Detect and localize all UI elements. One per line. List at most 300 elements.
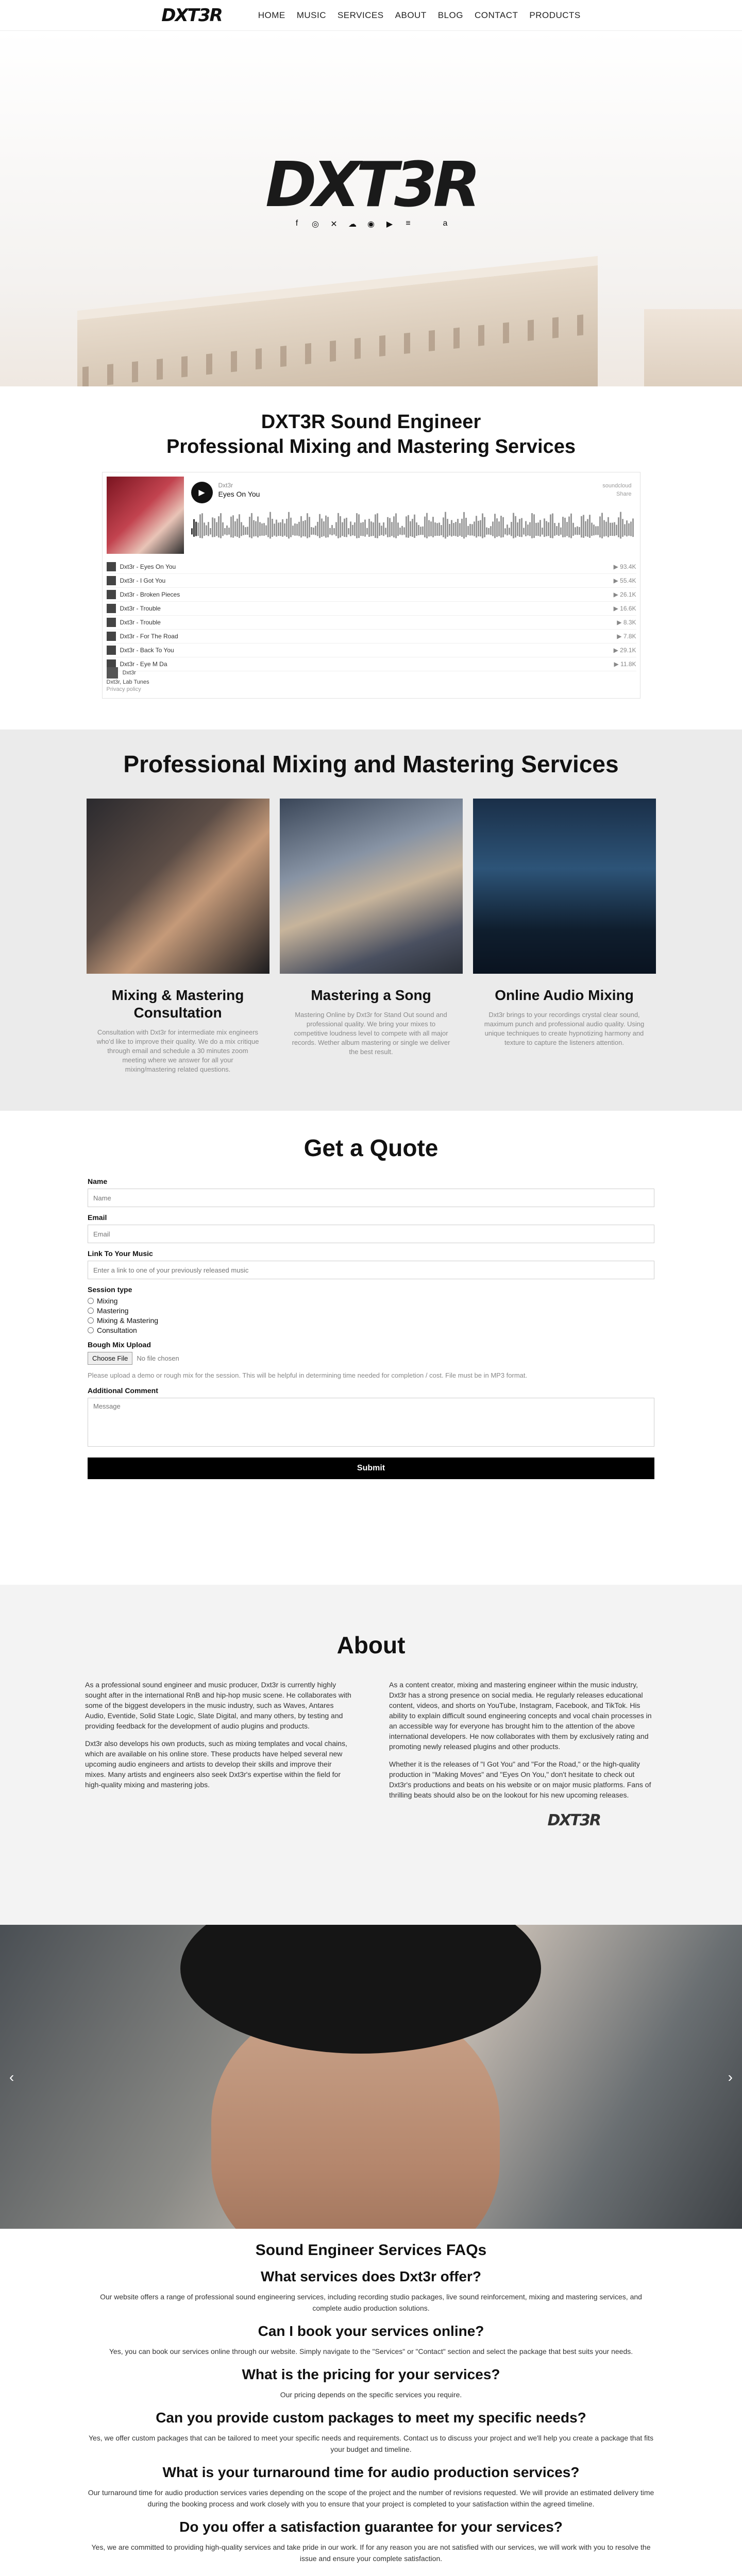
faq-section	[0, 2229, 742, 2576]
waveform-bar	[430, 521, 432, 536]
intro-title-line2: Professional Mixing and Mastering Services	[166, 436, 576, 457]
youtube-icon[interactable]: ▶	[386, 220, 393, 229]
waveform-bar	[197, 522, 199, 536]
waveform-bar	[441, 525, 442, 535]
waveform-bar	[632, 518, 634, 537]
service-card-text: Mastering Online by Dxt3r for Stand Out sound and professional quality. We bring your mixes to competitive loudness level to compete with all major records. Wether album mastering or single we deliver the best result.	[292, 1011, 450, 1056]
waveform-bar	[494, 514, 496, 538]
intro-title	[0, 410, 742, 459]
waveform-bar	[321, 518, 323, 537]
waveform-bar	[591, 522, 593, 536]
waveform-bar	[539, 520, 541, 536]
waveform-bar	[280, 522, 281, 536]
waveform-bar	[474, 521, 475, 536]
waveform-bar	[577, 527, 578, 535]
waveform-bar	[426, 513, 428, 538]
track-row[interactable]	[107, 588, 636, 602]
service-card-text: Consultation with Dxt3r for intermediate mix engineers who'd like to improve their quality. We do a mix critique through email and schedule a 30 minutes zoom meeting where we answer for all your mixing/mastering related questions.	[96, 1028, 259, 1073]
waveform-bar	[385, 528, 386, 534]
waveform-bar	[307, 513, 308, 538]
waveform-bar	[486, 528, 487, 535]
waveform-bar	[482, 513, 483, 538]
track-name: Dxt3r - For The Road	[120, 633, 178, 640]
waveform-bar	[204, 522, 205, 536]
faq-title: Sound Engineer Services FAQs	[255, 2242, 487, 2259]
waveform-bar	[309, 517, 310, 537]
waveform-bar	[610, 523, 611, 536]
deezer-icon[interactable]: ≡	[406, 219, 411, 228]
intro-title-line1: DXT3R Sound Engineer	[261, 411, 481, 433]
quote-title: Get a Quote	[303, 1134, 439, 1161]
waveform-bar	[362, 522, 364, 536]
waveform-bar	[288, 512, 290, 539]
waveform-bar	[199, 514, 201, 538]
waveform-bar	[195, 522, 197, 536]
quote-section	[0, 1111, 742, 1585]
waveform-bar	[568, 517, 570, 538]
waveform-bar	[245, 527, 246, 535]
waveform-bar	[387, 517, 389, 537]
waveform-bar	[364, 520, 366, 537]
waveform-bar	[329, 528, 331, 535]
waveform-bar	[290, 518, 292, 537]
waveform-bar	[300, 516, 302, 537]
waveform-bar	[523, 528, 525, 535]
mixing-console-photo	[280, 799, 463, 974]
track-row[interactable]	[107, 616, 636, 630]
waveform-bar	[383, 522, 384, 536]
faq-answer: Yes, we are committed to providing high-quality services and take pride in our work. If for any reason you are not satisfied with our services, we will work with you to resolve the issue and ensure your complete satisfaction.	[91, 2543, 651, 2563]
waveform-bar	[459, 523, 461, 536]
waveform-bar	[237, 519, 238, 537]
nav-contact[interactable]: CONTACT	[474, 10, 518, 20]
waveform-bar	[436, 523, 438, 536]
waveform-bar	[399, 528, 401, 535]
radio-label: Mastering	[97, 1307, 129, 1315]
waveform-bar	[467, 526, 469, 535]
waveform-bar	[401, 526, 403, 535]
about-columns	[85, 1680, 657, 1829]
service-card-title: Online Audio Mixing	[495, 987, 634, 1003]
radio-circle-icon[interactable]	[88, 1298, 94, 1304]
twitter-icon[interactable]: ✕	[330, 220, 338, 229]
waveform-bar	[358, 514, 360, 538]
name-label: Name	[88, 1177, 108, 1185]
waveform-bar	[220, 513, 222, 538]
track-plays: ▶ 7.8K	[617, 633, 636, 640]
session-radio-mixing-mastering[interactable]	[88, 1316, 654, 1325]
waveform-bar	[608, 517, 609, 537]
upload-hint: Please upload a demo or rough mix for the session. This will be helpful in determining time needed for completion / cost. File must be in MP3 format.	[88, 1371, 528, 1379]
waveform-bar	[346, 518, 347, 537]
about-paragraph: As a professional sound engineer and music producer, Dxt3r is currently highly sought after in the international RnB and hip-hop music scene. He collaborates with some of the biggest developers in the music industry, such as Waves, Antares Audio, Eventide, Solid State Logic, Slate Digital, and many others, by testing and providing feedback for the development of audio plugins and products.	[85, 1681, 351, 1730]
file-status: No file chosen	[137, 1354, 179, 1362]
waveform-bar	[206, 526, 207, 535]
waveform-bar	[432, 517, 434, 537]
waveform-bar	[471, 524, 473, 535]
waveform-bar	[263, 523, 265, 536]
track-thumbnail	[107, 562, 116, 571]
waveform-bar	[498, 521, 500, 536]
radio-label: Mixing & Mastering	[97, 1316, 159, 1325]
service-card-mixing	[473, 799, 656, 1074]
nav-services[interactable]: SERVICES	[337, 10, 384, 20]
soundcloud-player	[102, 472, 640, 699]
waveform-bar	[406, 516, 407, 537]
waveform-bar	[605, 522, 607, 536]
track-name: Dxt3r - Trouble	[120, 619, 161, 626]
nav-blog[interactable]: BLOG	[437, 10, 463, 20]
waveform-bar	[315, 526, 316, 535]
waveform-bar	[443, 517, 444, 537]
amazon-icon[interactable]: a	[443, 219, 448, 228]
play-button[interactable]: ▶	[191, 482, 213, 503]
soundcloud-icon[interactable]: ☁	[348, 220, 357, 229]
waveform-bar	[445, 512, 446, 539]
waveform-bar	[595, 526, 597, 535]
waveform-bar	[251, 513, 252, 538]
waveform-bar	[249, 517, 250, 537]
waveform-bar	[247, 527, 248, 535]
faq-question: What is the pricing for your services?	[242, 2366, 500, 2382]
waveform-bar	[323, 521, 325, 536]
waveform-bar	[212, 517, 213, 537]
service-card-mastering	[280, 799, 463, 1074]
waveform-bar	[331, 525, 333, 535]
photo-slider	[0, 1925, 742, 2229]
footer-avatar	[107, 667, 118, 679]
waveform-bar	[612, 523, 613, 536]
service-card-text: Dxt3r brings to your recordings crystal clear sound, maximum punch and professional audio quality. Using unique techniques to create hypnotizing harmony and texture to capture the listeners attention.	[484, 1011, 645, 1046]
waveform-bar	[269, 512, 271, 539]
submit-button[interactable]: Submit	[88, 1458, 654, 1479]
track-name: Dxt3r - I Got You	[120, 577, 166, 584]
track-name: Dxt3r - Back To You	[120, 647, 174, 654]
waveform-bar	[311, 527, 312, 535]
waveform-bar	[550, 514, 551, 538]
waveform-bar	[276, 520, 277, 537]
track-row[interactable]	[107, 602, 636, 616]
waveform-bar	[455, 522, 457, 536]
waveform-bar	[548, 522, 549, 536]
service-card-consultation	[87, 799, 269, 1074]
waveform-bar	[428, 520, 430, 537]
waveform-bar	[302, 521, 304, 536]
waveform-bar	[403, 528, 405, 535]
waveform-bar	[253, 520, 255, 537]
waveform-bar	[601, 513, 603, 538]
waveform-bar	[554, 523, 555, 536]
track-row[interactable]	[107, 574, 636, 588]
waveform-bar	[348, 528, 349, 534]
music-link-input[interactable]	[88, 1261, 654, 1279]
waveform-bar	[593, 524, 595, 535]
service-cards	[0, 799, 742, 1074]
album-art	[107, 477, 184, 554]
email-label: Email	[88, 1213, 107, 1222]
share-button[interactable]: Share	[616, 491, 632, 497]
waveform-bar	[552, 514, 553, 538]
waveform-bar	[274, 523, 275, 535]
waveform-bar	[603, 520, 605, 537]
waveform-bar	[391, 522, 393, 536]
waveform-bar	[191, 528, 193, 534]
waveform-bar	[614, 522, 615, 536]
waveform-bar	[222, 522, 224, 536]
comment-textarea[interactable]	[88, 1398, 654, 1447]
player-footer	[107, 667, 149, 693]
faq-question: What services does Dxt3r offer?	[261, 2268, 481, 2284]
apple-icon[interactable]	[422, 219, 431, 229]
waveform-bar	[255, 521, 257, 536]
waveform-bar	[439, 522, 440, 536]
waveform-bar	[630, 521, 632, 536]
waveform-bar	[480, 520, 481, 537]
player-track-title[interactable]: Eyes On You	[218, 490, 260, 498]
waveform-bar	[393, 516, 395, 537]
waveform-bar	[352, 525, 353, 535]
waveform-bar	[313, 528, 314, 535]
faq-answer: Yes, we offer custom packages that can be tailored to meet your specific needs and requirements. Contact us to discuss your project and we'll help you create a package that fits your budget and timeline.	[88, 2434, 654, 2453]
waveform-bar	[224, 528, 226, 535]
waveform-bar	[344, 519, 345, 537]
waveform-bar	[226, 526, 228, 535]
spotify-icon[interactable]: ◉	[367, 220, 375, 229]
waveform-bar	[616, 525, 617, 536]
waveform-bar	[434, 522, 436, 536]
portrait-beanie	[180, 1925, 541, 2054]
upload-label: Bough Mix Upload	[88, 1341, 151, 1349]
player-footer-label[interactable]: Dxt3r, Lab Tunes	[106, 679, 149, 685]
waveform-bar	[259, 522, 261, 536]
waveform-bar	[267, 518, 269, 537]
track-name: Dxt3r - Eye M Da	[120, 660, 167, 668]
track-list	[107, 560, 636, 671]
instagram-icon[interactable]: ◎	[312, 220, 319, 229]
track-row[interactable]	[107, 657, 636, 671]
waveform-bar	[333, 528, 335, 534]
waveform-bar	[618, 517, 619, 537]
waveform[interactable]	[191, 510, 634, 546]
faq-answer: Our turnaround time for audio production services varies depending on the scope of the project and the number of revisions requested. We will provide an estimated delivery time during the booking process and work closely with you to ensure that your project is completed to your satisfaction within the agreed timeline.	[88, 2488, 654, 2508]
waveform-bar	[208, 522, 209, 536]
waveform-bar	[626, 520, 628, 536]
track-thumbnail	[107, 646, 116, 655]
faq-answer: Yes, you can book our services online through our website. Simply navigate to the "Services" or "Contact" section and select the package that best suits your needs.	[109, 2347, 633, 2355]
about-title: About	[336, 1632, 406, 1658]
waveform-bar	[218, 516, 220, 537]
nav-products[interactable]: PRODUCTS	[529, 10, 581, 20]
track-row[interactable]	[107, 560, 636, 574]
waveform-bar	[241, 522, 242, 536]
slider-prev-icon[interactable]: ‹	[9, 2069, 14, 2085]
waveform-bar	[214, 518, 215, 537]
player-footer-artist[interactable]: Dxt3r	[122, 669, 136, 676]
about-signature-logo: DXT3R	[547, 1811, 600, 1829]
waveform-bar	[325, 516, 327, 538]
waveform-bar	[490, 526, 492, 535]
waveform-bar	[319, 514, 321, 538]
waveform-bar	[531, 513, 533, 538]
waveform-bar	[502, 517, 504, 537]
waveform-bar	[354, 522, 356, 536]
waveform-bar	[356, 513, 358, 538]
waveform-bar	[416, 522, 417, 536]
about-paragraph: Dxt3r also develops his own products, such as mixing templates and vocal chains, which are available on his online store. These products have helped several new upcoming audio engineers and artists to develop their skills and improve their mixes. Many artists and engineers also seek Dxt3r's expertise within the field for high-quality mixing and mastering jobs.	[85, 1739, 347, 1789]
radio-label: Consultation	[97, 1326, 137, 1334]
waveform-bar	[412, 519, 413, 537]
waveform-bar	[408, 515, 409, 538]
waveform-bar	[360, 523, 362, 536]
track-row[interactable]	[107, 630, 636, 643]
waveform-bar	[507, 524, 508, 535]
waveform-bar	[492, 521, 494, 536]
waveform-bar	[284, 523, 285, 536]
faq-answer: Our pricing depends on the specific services you require.	[280, 2391, 462, 2399]
session-radio-consultation[interactable]	[88, 1326, 654, 1334]
waveform-bar	[500, 516, 502, 537]
waveform-bar	[581, 516, 582, 537]
waveform-bar	[373, 522, 374, 536]
faq-question: Do you offer a satisfaction guarantee for your services?	[179, 2519, 563, 2535]
hero-banner	[0, 31, 742, 386]
player-artist[interactable]: Dxt3r	[218, 482, 233, 489]
waveform-bar	[232, 515, 234, 538]
radio-circle-icon[interactable]	[88, 1327, 94, 1333]
session-radio-mixing[interactable]	[88, 1297, 654, 1305]
waveform-bar	[201, 513, 203, 538]
main-nav	[258, 10, 581, 21]
waveform-bar	[350, 521, 351, 536]
site-header	[0, 0, 742, 31]
file-upload	[88, 1352, 654, 1365]
waveform-bar	[451, 520, 452, 536]
hero-logo: DXT3R	[265, 149, 477, 221]
waveform-bar	[292, 526, 294, 535]
soundcloud-logo[interactable]: soundcloud	[602, 483, 632, 489]
facebook-icon[interactable]: f	[295, 219, 298, 228]
faq-answer: Our website offers a range of professional sound engineering services, including recording studio packages, live sound reinforcement, mixing and mastering services, and complete audio production solutions.	[100, 2293, 642, 2312]
header-logo[interactable]: DXT3R	[161, 5, 222, 26]
waveform-bar	[519, 519, 520, 537]
name-input[interactable]	[88, 1189, 654, 1207]
nav-music[interactable]: MUSIC	[296, 10, 326, 20]
radio-circle-icon[interactable]	[88, 1317, 94, 1324]
track-thumbnail	[107, 576, 116, 585]
waveform-bar	[453, 523, 454, 536]
about-section	[0, 1585, 742, 1925]
track-plays: ▶ 11.8K	[614, 660, 636, 668]
studio-engineer-photo	[473, 799, 656, 974]
waveform-bar	[511, 522, 512, 536]
waveform-bar	[513, 513, 514, 538]
waveform-bar	[389, 518, 391, 537]
radio-circle-icon[interactable]	[88, 1308, 94, 1314]
waveform-bar	[535, 523, 537, 536]
waveform-bar	[587, 519, 588, 536]
about-paragraph: As a content creator, mixing and mastering engineer within the music industry, Dxt3r has a strong presence on social media. He regularly releases educational content, videos, and shorts on YouTube, Instagram, Facebook, and TikTok. His ability to explain difficult sound engineering concepts and vocal chain processes in an accessible way for everyone has brought him to the attention of the above international developers. He now collaborates with them by exclusively rating and promoting newly released plugins and other products.	[389, 1681, 652, 1751]
waveform-bar	[424, 517, 426, 537]
waveform-bar	[496, 518, 498, 537]
waveform-bar	[457, 519, 459, 537]
track-plays: ▶ 55.4K	[613, 577, 636, 584]
track-name: Dxt3r - Trouble	[120, 605, 161, 612]
waveform-bar	[620, 512, 621, 539]
radio-label: Mixing	[97, 1297, 118, 1305]
waveform-bar	[525, 521, 527, 536]
quote-form	[88, 1177, 654, 1479]
waveform-bar	[504, 528, 506, 534]
waveform-bar	[562, 517, 564, 537]
waveform-bar	[410, 521, 411, 536]
nav-about[interactable]: ABOUT	[395, 10, 427, 20]
waveform-bar	[478, 521, 479, 536]
waveform-bar	[542, 528, 543, 535]
slider-next-icon[interactable]: ›	[728, 2069, 733, 2085]
waveform-bar	[515, 516, 516, 538]
waveform-bar	[463, 512, 465, 538]
nav-home[interactable]: HOME	[258, 10, 285, 20]
player-meta	[602, 482, 631, 498]
waveform-bar	[381, 526, 382, 535]
waveform-bar	[517, 522, 518, 536]
email-input[interactable]	[88, 1225, 654, 1243]
waveform-bar	[575, 527, 576, 535]
social-links	[0, 219, 742, 229]
player-privacy-link[interactable]: Privacy policy	[106, 686, 141, 692]
waveform-bar	[521, 518, 522, 537]
waveform-bar	[579, 527, 580, 535]
choose-file-button[interactable]: Choose File	[88, 1352, 132, 1365]
waveform-bar	[622, 519, 623, 537]
waveform-bar	[282, 519, 283, 537]
about-paragraph: Whether it is the releases of "I Got You" and "For the Road," or the high-quality production in "Making Moves" and "Eyes On You," don't hesitate to check out Dxt3r's productions and beats on his website or on major music platforms. Fans of thrilling beats should also be on the lookout for his new upcoming releases.	[389, 1760, 651, 1799]
waveform-bar	[193, 519, 195, 537]
waveform-bar	[583, 515, 584, 538]
waveform-bar	[546, 521, 547, 536]
track-plays: ▶ 26.1K	[613, 591, 636, 598]
service-card-title: Mixing & Mastering Consultation	[111, 987, 244, 1021]
waveform-bar	[529, 522, 531, 536]
faq-question: Can I book your services online?	[258, 2323, 484, 2339]
waveform-bar	[420, 527, 421, 535]
waveform-bar	[261, 523, 263, 536]
hero-building-right	[644, 309, 742, 386]
waveform-bar	[327, 517, 329, 537]
waveform-bar	[265, 526, 267, 535]
waveform-bar	[216, 522, 217, 536]
track-name: Dxt3r - Broken Pieces	[120, 591, 180, 598]
track-row[interactable]	[107, 643, 636, 657]
waveform-bar	[564, 518, 566, 537]
waveform-bar	[544, 518, 545, 537]
faq-question: Can you provide custom packages to meet my specific needs?	[156, 2410, 586, 2426]
services-section	[0, 730, 742, 1111]
waveform-bar	[628, 523, 630, 536]
waveform-bar	[305, 520, 306, 537]
waveform-bar	[397, 522, 399, 536]
waveform-bar	[278, 522, 279, 536]
waveform-bar	[234, 521, 236, 536]
waveform-bar	[257, 516, 259, 537]
services-title: Professional Mixing and Mastering Services	[123, 751, 619, 777]
waveform-bar	[317, 522, 318, 536]
session-radio-mastering[interactable]	[88, 1307, 654, 1315]
waveform-bar	[286, 519, 288, 537]
waveform-bar	[228, 528, 230, 535]
waveform-bar	[298, 522, 300, 536]
track-thumbnail	[107, 604, 116, 613]
